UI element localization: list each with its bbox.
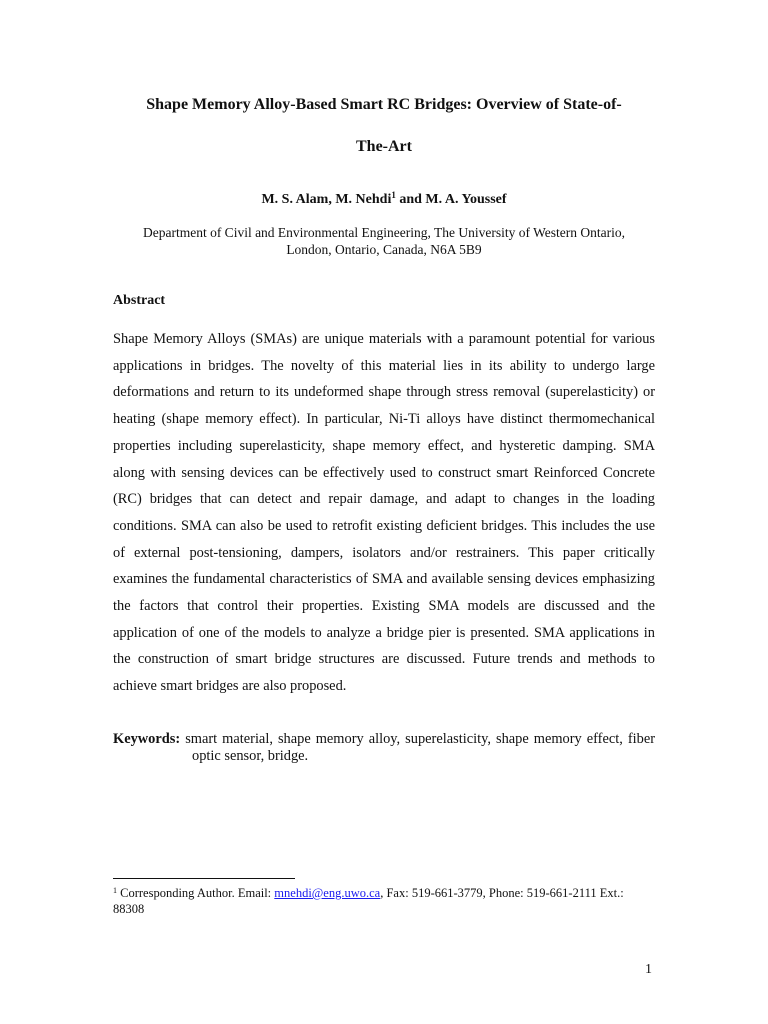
footnote-number: 1 <box>113 886 117 895</box>
author-separator: , <box>328 192 336 207</box>
affiliation-line-2: London, Ontario, Canada, N6A 5B9 <box>286 242 482 257</box>
footnote-divider <box>113 878 295 879</box>
keywords-text: smart material, shape memory alloy, superelasticity, shape memory effect, fiber optic sensor, bridge. <box>185 731 655 764</box>
author-list <box>96 191 672 208</box>
footnote <box>113 885 633 917</box>
author-name: M. S. Alam <box>261 192 329 207</box>
abstract-body: Shape Memory Alloys (SMAs) are unique materials with a paramount potential for various applications in bridges. The novelty of this material lies in its ability to undergo large deformations and return to its undeformed shape through stress removal (superelasticity) or heating (shape memory effect). In particular, Ni-Ti alloys have distinct thermomechanical properties including superelasticity, shape memory effect, and hysteretic damping. SMA along with sensing devices can be effectively used to construct smart Reinforced Concrete (RC) bridges that can detect and repair damage, and adapt to changes in the loading conditions. SMA can also be used to retrofit existing deficient bridges. This includes the use of external post-tensioning, dampers, isolators and/or restrainers. This paper critically examines the fundamental characteristics of SMA and available sensing devices emphasizing the factors that control their properties. Existing SMA models are discussed and the application of one of the models to analyze a bridge pier is presented. SMA applications in the construction of smart bridge structures are discussed. Future trends and methods to achieve smart bridges are also proposed. <box>113 331 655 695</box>
author-name: M. A. Youssef <box>425 192 507 207</box>
footnote-contact-details: , Fax: 519-661-3779, Phone: 519-661-2111 Ext.: 88308 <box>113 886 624 916</box>
keywords-label: Keywords: <box>113 731 181 747</box>
affiliation <box>120 224 648 258</box>
footnote-prefix: Corresponding Author. Email: <box>117 886 275 900</box>
abstract-heading: Abstract <box>113 293 166 308</box>
corresponding-email-link[interactable]: mnehdi@eng.uwo.ca <box>274 886 381 900</box>
paper-title-line-2: The-Art <box>356 138 412 155</box>
paper-title-line-1: Shape Memory Alloy-Based Smart RC Bridges: Overview of State-of- <box>146 96 622 113</box>
footnote-marker: 1 <box>391 190 396 200</box>
keywords <box>113 731 655 765</box>
page-number: 1 <box>645 962 652 977</box>
affiliation-line-1: Department of Civil and Environmental Engineering, The University of Western Ontario, <box>142 225 626 240</box>
author-name-corresponding: M. Nehdi <box>335 192 392 207</box>
author-separator: and <box>395 192 426 207</box>
